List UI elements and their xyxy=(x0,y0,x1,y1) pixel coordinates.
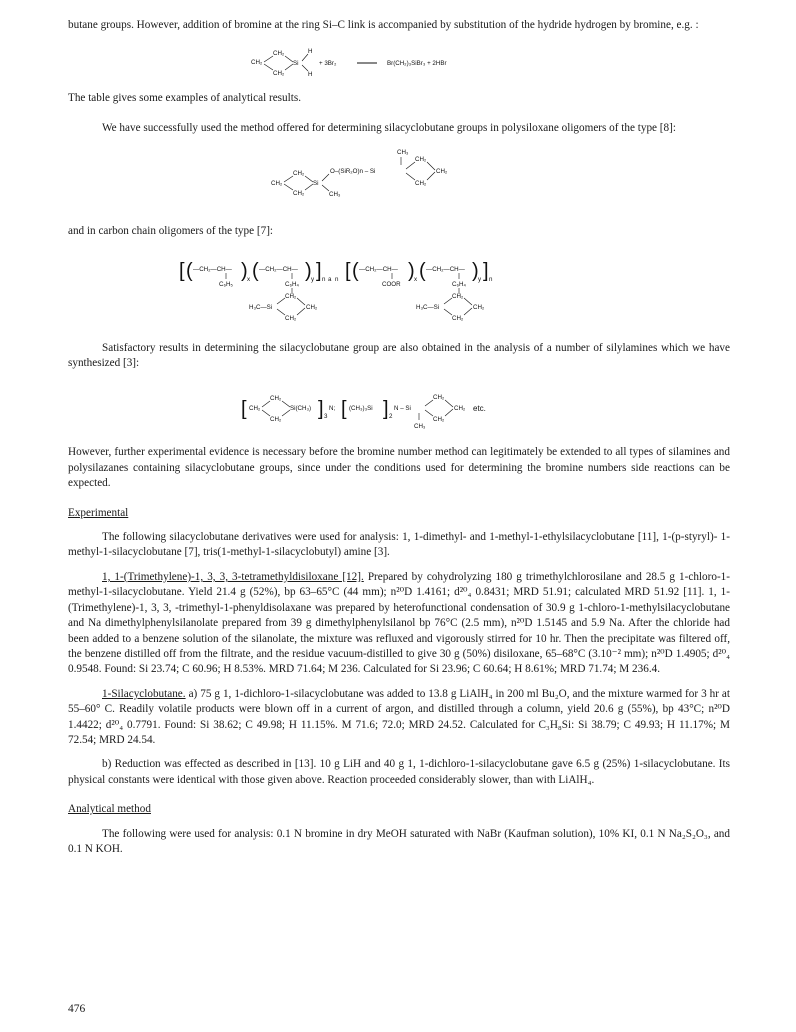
f3-u3-x: x xyxy=(414,275,418,283)
paragraph-further-evidence: However, further experimental evidence is necessary before the bromine number method can legitimately be extended to all types of silamines and polysilazanes containing silacyclobutane groups, since under the conditions used for determining the bromine numbers side reactions can be expected. xyxy=(68,446,730,490)
f1-ch2-left: CH₂ xyxy=(251,59,263,67)
paragraph-analytical-reagents: The following were used for analysis: 0.1 N bromine in dry MeOH saturated with NaBr (Kaufman solution), 10% KI, 0.1 N Na₂S₂O₃, and 0.1 N KOH. xyxy=(68,827,730,855)
f4-sub3: 3 xyxy=(324,413,328,421)
paragraph-table-intro: The table gives some examples of analytical results. xyxy=(68,92,301,105)
svg-text:(: ( xyxy=(252,259,259,282)
f3-u2-sub: C₆H₄ xyxy=(285,280,299,288)
f3-r1-right: CH₂ xyxy=(306,303,318,311)
f4-ch3-bottom: CH₃ xyxy=(414,423,426,431)
f2-ch3-left: CH₃ xyxy=(329,191,341,199)
heading-experimental: Experimental xyxy=(68,506,129,519)
f4-part2: (CH₃)₃Si xyxy=(349,405,373,413)
f1-ch2-top: CH₂ xyxy=(273,50,285,58)
svg-text:): ) xyxy=(408,259,415,282)
formula-bromination xyxy=(68,33,730,91)
f4-n-si: N – Si xyxy=(394,405,411,413)
f3-u2-top: —CH₂—CH— xyxy=(259,265,298,273)
svg-text:[: [ xyxy=(341,398,347,421)
f2-ch2-r: CH₂ xyxy=(436,168,448,176)
f4-etc: etc. xyxy=(473,404,486,414)
f3-r2-right: CH₂ xyxy=(473,303,485,311)
svg-text:): ) xyxy=(241,259,248,282)
f4-r-top: CH₂ xyxy=(433,394,445,402)
svg-text:]: ] xyxy=(483,259,489,282)
f3-u1-top: —CH₂—CH— xyxy=(193,265,232,273)
svg-text:(: ( xyxy=(419,259,426,282)
paragraph-silylamines: Satisfactory results in determining the silacyclobutane group are also obtained in the analysis of a number of silylamines which we have synthesized [3]: xyxy=(68,341,730,370)
f3-u1-sub: C₆H₅ xyxy=(219,280,233,288)
paragraph-compound-1 xyxy=(68,570,730,678)
paragraph-carbon-chain: and in carbon chain oligomers of the type [7]: xyxy=(68,225,274,238)
f3-r1-top: CH₂ xyxy=(285,292,297,300)
svg-text:[: [ xyxy=(241,398,247,421)
f2-ch2-r-top: CH₂ xyxy=(415,156,427,164)
svg-text:]: ] xyxy=(318,398,324,421)
f4-r-bottom: CH₂ xyxy=(433,416,445,424)
svg-text:]: ] xyxy=(383,398,389,421)
svg-text:(: ( xyxy=(352,259,359,282)
f3-r2-left: H₃C—Si xyxy=(416,303,440,311)
f4-sub2: 2 xyxy=(389,413,393,421)
f3-mid: a xyxy=(328,275,332,283)
paragraph-derivatives: The following silacyclobutane derivatives were used for analysis: 1, 1-dimethyl- and 1-methyl-1-ethylsilacyclobutane [11], 1-(p-styryl)- 1-methyl-1-silacyclobutane [7], tris(1-methyl-1-silacyclobutyl) amine [3]. xyxy=(68,531,730,559)
page-number: 476 xyxy=(68,1003,86,1015)
f3-u1-x: x xyxy=(247,275,251,283)
svg-text:(: ( xyxy=(186,259,193,282)
f4-ch2-bottom: CH₂ xyxy=(270,416,282,424)
f4-r-right: CH₂ xyxy=(454,405,466,413)
svg-text:]: ] xyxy=(316,259,322,282)
f3-u2-y: y xyxy=(311,275,315,283)
page-body xyxy=(68,18,730,857)
f3-u3-sub: COOR xyxy=(382,280,401,288)
f3-r2-bottom: CH₂ xyxy=(452,314,464,322)
f3-mid2: n xyxy=(335,275,339,283)
f1-ch2-bottom: CH₂ xyxy=(273,70,285,78)
formula-polysiloxane xyxy=(68,136,730,224)
svg-text:[: [ xyxy=(179,259,185,282)
f3-r1-left: H₃C—Si xyxy=(249,303,273,311)
compound-2-text: a) 75 g 1, 1-dichloro-1-silacyclobutane was added to 13.8 g LiAlH₄ in 200 ml Bu₂O, and the mixture warmed for 3 hr at 55–60° C. Readily volatile products were blown off in a current of argon, and distilled through a column, yield 20.6 g (55%), bp 43°C; n²⁰D 1.4422; d²⁰₄ 0.7791. Found: Si 38.62; C 49.98; H 11.15%. M 71.6; 72.0; MRD 24.52. Calculated for C₃H₈Si: Si 38.79; C 49.93; H 11.17%; M 72.54; MRD 24.54. xyxy=(68,687,731,746)
f3-r2-top: CH₂ xyxy=(452,292,464,300)
f3-outer2: n xyxy=(489,275,493,283)
f3-outer1: n xyxy=(322,275,326,283)
f1-h-top: H xyxy=(308,48,313,56)
f2-ch2-left: CH₂ xyxy=(271,180,283,188)
f4-ch2-top: CH₂ xyxy=(270,395,282,403)
f1-reagent: + 3Br₂ xyxy=(319,60,337,68)
compound-1-text: Prepared by cohydrolyzing 180 g trimethylchlorosilane and 28.5 g 1-chloro-1-methyl-1-silacyclobutane. Yield 21.4 g (52%), bp 63–65°C (44 mm); n²⁰D 1.4161; d²⁰₄ 0.8431; MRD 51.91; calculated MRD 51.92 [11]. 1, 1-(Trimethylene)-1, 3, 3, -trimethyl-1-phenyldisolaxane was prepared by heterofunctional condensation of 30.9 g 1-chloro-1-methylsilacyclobutane and Na dimethylphenylsilanolate prepared from 39 g dimethylphenylsilanol bp 76°C (2.5 mm), n²⁰D 1.5145 and 5.9 Na. After the chloride had been added to a benzene solution of the silanolate, the mixture was refluxed and vigorously stirred for 10 hr. Then the precipitate was filtered off, the benzene distilled off from the filtrate, and the residue vacuum-distilled to give 30 g (50%) disiloxane, 65–68°C (3.10⁻² mm); n²⁰D 1.4905; d²⁰₄ 0.9548. Found: Si 23.74; C 60.96; H 8.53%. MRD 71.64; M 236. Calculated for Si 23.96; C 60.64; H 8.61%; MRD 71.74; M 236.4. xyxy=(68,570,730,676)
f2-ch2-r-bottom: CH₂ xyxy=(415,180,427,188)
f2-ch2-bottom: CH₂ xyxy=(293,190,305,198)
paragraph-compound-2b: b) Reduction was effected as described in [13]. 10 g LiH and 40 g 1, 1-dichloro-1-silacyclobutane gave 6.5 g (25%) 1-silacyclobutane. Its physical constants were identical with those given above. Reaction proceeded considerably slower, than with LiAlH₄. xyxy=(68,758,730,786)
heading-analytical-method: Analytical method xyxy=(68,803,151,816)
f3-u3-top: —CH₂—CH— xyxy=(359,265,398,273)
f3-u4-top: —CH₂—CH— xyxy=(426,265,465,273)
f4-n1: N; xyxy=(329,405,336,413)
paragraph-polysiloxane: We have successfully used the method offered for determining silacyclobutane groups in polysiloxane oligomers of the type [8]: xyxy=(102,121,676,134)
f1-si: Si xyxy=(293,60,299,68)
f3-r1-bottom: CH₂ xyxy=(285,314,297,322)
svg-text:): ) xyxy=(472,259,479,282)
f3-u4-y: y xyxy=(478,275,482,283)
paragraph-compound-2 xyxy=(68,687,730,749)
f1-product: Br(CH₂)₃SiBr₃ + 2HBr xyxy=(387,60,447,68)
formula-carbon-chain xyxy=(68,240,730,332)
f1-h-bottom: H xyxy=(308,71,313,79)
formula-silylamines xyxy=(68,371,730,445)
compound-2-title: 1-Silacyclobutane. xyxy=(102,687,186,700)
svg-text:): ) xyxy=(305,259,312,282)
f2-chain: O–(SiR₂O)n – Si xyxy=(330,168,376,176)
paragraph-bromine-addition: butane groups. However, addition of bromine at the ring Si–C link is accompanied by substitution of the hydride hydrogen by bromine, e.g. : xyxy=(68,19,699,31)
f2-si: Si xyxy=(313,180,319,188)
svg-text:[: [ xyxy=(345,259,351,282)
f3-u4-sub: C₆H₄ xyxy=(452,280,466,288)
compound-1-title: 1, 1-(Trimethylene)-1, 3, 3, 3-tetramethyldisiloxane [12]. xyxy=(102,570,364,583)
f2-ch2-top: CH₂ xyxy=(293,170,305,178)
f4-si-part: Si(CH₃) xyxy=(290,405,312,413)
f2-ch3-top: CH₃ xyxy=(397,149,409,157)
f4-ch2-left: CH₂ xyxy=(249,405,261,413)
